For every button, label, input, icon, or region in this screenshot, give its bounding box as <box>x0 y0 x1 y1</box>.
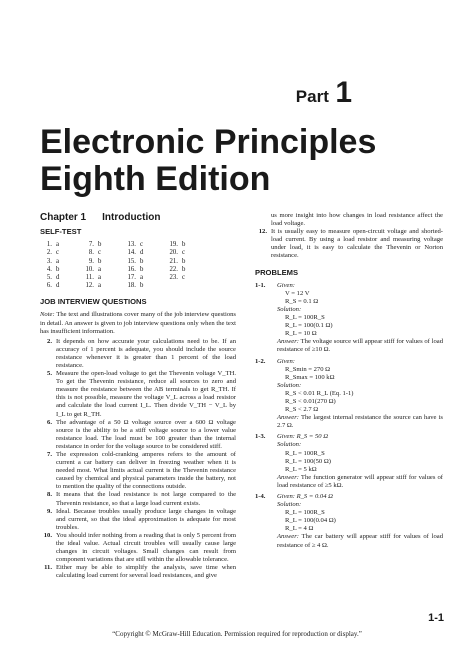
solution-step: R_L = 100(0.04 Ω) <box>285 517 336 525</box>
left-column <box>40 214 236 581</box>
solution-step: R_L = 4 Ω <box>285 525 314 533</box>
answer-number: 16. <box>127 265 136 273</box>
answer-number: 5. <box>46 273 52 281</box>
given-label: Given: <box>277 357 295 365</box>
solution-step: R_L = 100R_S <box>285 509 325 517</box>
answer-label: Answer: <box>277 533 299 541</box>
answer-text <box>277 533 443 549</box>
answer-letter: a <box>98 273 102 281</box>
answer-letter: a <box>56 241 60 249</box>
answer-text <box>277 474 443 490</box>
answer-letter: c <box>140 241 144 249</box>
answer-label: Answer: <box>277 473 299 481</box>
solution-label: Solution: <box>277 441 302 449</box>
given-label: Given: <box>277 281 295 289</box>
chapter-label: Chapter 1 <box>40 212 87 223</box>
item-number: 8. <box>47 491 52 499</box>
answer-number: 8. <box>88 249 94 257</box>
item-11-continued: us more insight into how changes in load resistance affect the load voltage. <box>271 212 443 228</box>
answer-letter: b <box>98 241 102 249</box>
answer-row <box>40 258 208 266</box>
answer-label: Answer: <box>277 338 299 346</box>
item-text: It means that the load resistance is not large compared to the Thevenin resistance, so that a large load current exists. <box>56 491 236 507</box>
problem-p2 <box>255 358 443 431</box>
copyright-notice: “Copyright © McGraw-Hill Education. Permission required for reproduction or display.” <box>112 630 362 638</box>
item-text: You should infer nothing from a reading that is only 5 percent from the ideal value. Actual circuit troubles will usually cause large changes in circuit voltages. Small changes can result from component variations that are still within the allowable tolerance. <box>56 531 236 564</box>
right-column <box>255 212 443 553</box>
book-title-line1: Electronic Principles <box>40 123 377 161</box>
answer-text <box>277 338 443 354</box>
given-value: R_S = 0.1 Ω <box>285 297 319 305</box>
answer-letter: d <box>56 273 60 281</box>
interview-questions-list-continued <box>255 228 443 260</box>
answer-number: 19. <box>169 241 178 249</box>
problem-p3 <box>255 433 443 490</box>
problem-p1 <box>255 282 443 355</box>
answer-letter: c <box>182 273 186 281</box>
answer-number: 4. <box>46 265 52 273</box>
answer-letter: b <box>140 265 144 273</box>
given-value: V = 12 V <box>285 289 310 297</box>
item-text: The advantage of a 50 Ω voltage source over a 600 Ω voltage source is the ability to be a stiff voltage source to a lower value resistance load. The load must be 100 greater than the internal resistance in order for the voltage source to be considered stiff. <box>56 418 236 450</box>
solution-label: Solution: <box>277 381 302 389</box>
answer-body: The car battery will appear stiff for values of load resistance of ≥ 4 Ω. <box>277 533 443 549</box>
problem-p4 <box>255 493 443 550</box>
part-number: 1 <box>335 76 352 109</box>
solution-step: R_L = 100(0.1 Ω) <box>285 322 333 330</box>
answer-number: 20. <box>169 249 178 257</box>
solution-step: R_L = 100R_S <box>285 449 325 457</box>
part-label <box>296 76 352 110</box>
given-value: R_Smin = 270 Ω <box>285 365 331 373</box>
solution-label: Solution: <box>277 501 302 509</box>
solution-step: R_L = 5 kΩ <box>285 465 317 473</box>
answer-row <box>40 249 208 257</box>
item-text: The expression cold-cranking amperes refers to the amount of current a car battery can deliver in freezing weather when it is needed most. What limits actual current is the Thevenin resistance caused by chemical and physical parameters inside the battery, not to mention the quality of the connections outside. <box>56 451 236 491</box>
list-item <box>40 508 236 532</box>
answer-row <box>40 241 208 249</box>
solution-step: R_L = 100R_S <box>285 314 325 322</box>
answer-letter: b <box>182 257 186 265</box>
item-text: It depends on how accurate your calculations need to be. If an accuracy of 1 percent is adequate, you should include the source resistance whenever it is greater than 1 percent of the load resistance. <box>56 337 236 369</box>
answer-number: 22. <box>169 265 178 273</box>
problem-number: 1-1. <box>255 281 266 289</box>
answer-number: 2. <box>46 249 52 257</box>
item-text: It is usually easy to measure open-circuit voltage and shorted-load current. By using a load resistor and measuring voltage under load, it is easy to calculate the Thevenin or Norton resistance. <box>271 228 443 260</box>
answer-letter: d <box>140 249 144 257</box>
answer-number: 18. <box>127 282 136 290</box>
answer-number: 15. <box>127 257 136 265</box>
answer-letter <box>182 282 208 290</box>
answer-letter: b <box>98 257 102 265</box>
interview-questions-list <box>40 338 236 581</box>
book-title <box>40 124 376 198</box>
note-label: Note: <box>40 311 55 319</box>
answer-number: 11. <box>85 273 94 281</box>
list-item <box>40 419 236 451</box>
answer-number: 21. <box>169 257 178 265</box>
item-text: Measure the open-load voltage to get the Thevenin voltage V_TH. To get the Thevenin resistance, reduce all sources to zero and measure the resistance between the AB terminals to get R_TH. If this is not possible, measure the voltage V_L across a load resistor and calculate the load current I_L. Then divide V_TH − V_L by I_L to get R_TH. <box>56 370 236 418</box>
page-number: 1-1 <box>428 612 444 624</box>
list-item <box>40 491 236 507</box>
solution-step: R_L = 100(50 Ω) <box>285 457 331 465</box>
answer-number: 23. <box>169 273 178 281</box>
list-item <box>40 370 236 419</box>
answer-letter: d <box>56 282 60 290</box>
answer-letter: b <box>182 265 186 273</box>
answer-number: 9. <box>88 257 94 265</box>
answer-body: The function generator will appear stiff for values of load resistance of ≥5 kΩ. <box>277 473 443 489</box>
answer-number: 13. <box>127 241 136 249</box>
item-number: 12. <box>258 228 267 236</box>
interview-heading: JOB INTERVIEW QUESTIONS <box>40 297 147 307</box>
given-label: Given: R_S = 0.04 Ω <box>277 493 333 500</box>
answer-letter: b <box>56 265 60 273</box>
answer-number: 6. <box>46 282 52 290</box>
answer-number: 17. <box>127 273 136 281</box>
answer-letter: c <box>98 249 102 257</box>
list-item <box>255 228 443 260</box>
answer-body: The voltage source will appear stiff for values of load resistance of ≥10 Ω. <box>277 338 443 354</box>
problem-number: 1-2. <box>255 357 266 365</box>
list-item <box>40 338 236 370</box>
answer-letter: a <box>140 273 144 281</box>
answer-letter: c <box>56 249 60 257</box>
book-title-line2: Eighth Edition <box>40 160 271 198</box>
answer-number: 12. <box>85 282 94 290</box>
solution-step: R_S < 0.01 R_L (Eq. 1-1) <box>285 389 354 397</box>
interview-note <box>40 311 236 335</box>
answer-letter: c <box>182 249 186 257</box>
solution-step: R_L = 10 Ω <box>285 330 317 338</box>
answer-letter: b <box>140 257 144 265</box>
problem-number: 1-3. <box>255 433 266 441</box>
answer-number: 10. <box>85 265 94 273</box>
answer-row <box>40 274 208 282</box>
answer-number: 3. <box>46 257 52 265</box>
solution-label: Solution: <box>277 305 302 313</box>
solution-step: R_S < 0.01(270 Ω) <box>285 397 336 405</box>
answer-number: 14. <box>127 249 136 257</box>
answer-letter: b <box>182 241 186 249</box>
answer-number: 7. <box>88 241 94 249</box>
item-number: 11. <box>44 564 52 572</box>
answer-letter: a <box>98 282 102 290</box>
note-text: The text and illustrations cover many of the job interview questions in detail. An answer is given to job interview questions only when the text has insufficient information. <box>40 311 236 335</box>
item-number: 6. <box>47 418 52 426</box>
problem-number: 1-4. <box>255 493 266 500</box>
part-word: Part <box>295 87 329 106</box>
answer-number <box>166 282 182 290</box>
self-test-heading: SELF-TEST <box>40 227 82 237</box>
answer-row <box>40 266 208 274</box>
item-number: 7. <box>47 451 52 458</box>
item-number: 10. <box>43 531 52 539</box>
item-number: 9. <box>47 507 52 515</box>
item-number: 2. <box>47 337 52 345</box>
item-text: Either may be able to simplify the analysis, save time when calculating load current for several load resistances, and give <box>56 564 236 580</box>
solution-step: R_S < 2.7 Ω <box>285 406 319 414</box>
answer-body: The largest internal resistance the source can have is 2.7 Ω. <box>277 414 443 430</box>
answer-letter: a <box>56 257 60 265</box>
answer-row <box>40 282 208 290</box>
answer-label: Answer: <box>277 414 299 422</box>
problems-heading: PROBLEMS <box>255 267 299 277</box>
answer-letter: a <box>98 265 102 273</box>
list-item <box>40 532 236 564</box>
item-number: 5. <box>47 370 52 378</box>
list-item <box>40 451 236 491</box>
item-text: Ideal. Because troubles usually produce large changes in voltage and current, so that the ideal approximation is adequate for most troubles. <box>56 507 236 531</box>
chapter-name: Introduction <box>102 212 161 223</box>
chapter-heading <box>40 214 236 222</box>
given-label: Given: R_S = 50 Ω <box>277 433 328 441</box>
list-item <box>40 564 236 580</box>
answer-number: 1. <box>46 241 52 249</box>
answer-letter: b <box>140 282 144 290</box>
answer-text <box>277 414 443 430</box>
self-test-answers <box>40 241 208 290</box>
problems-list <box>255 282 443 550</box>
given-value: R_Smax = 100 kΩ <box>285 373 335 381</box>
